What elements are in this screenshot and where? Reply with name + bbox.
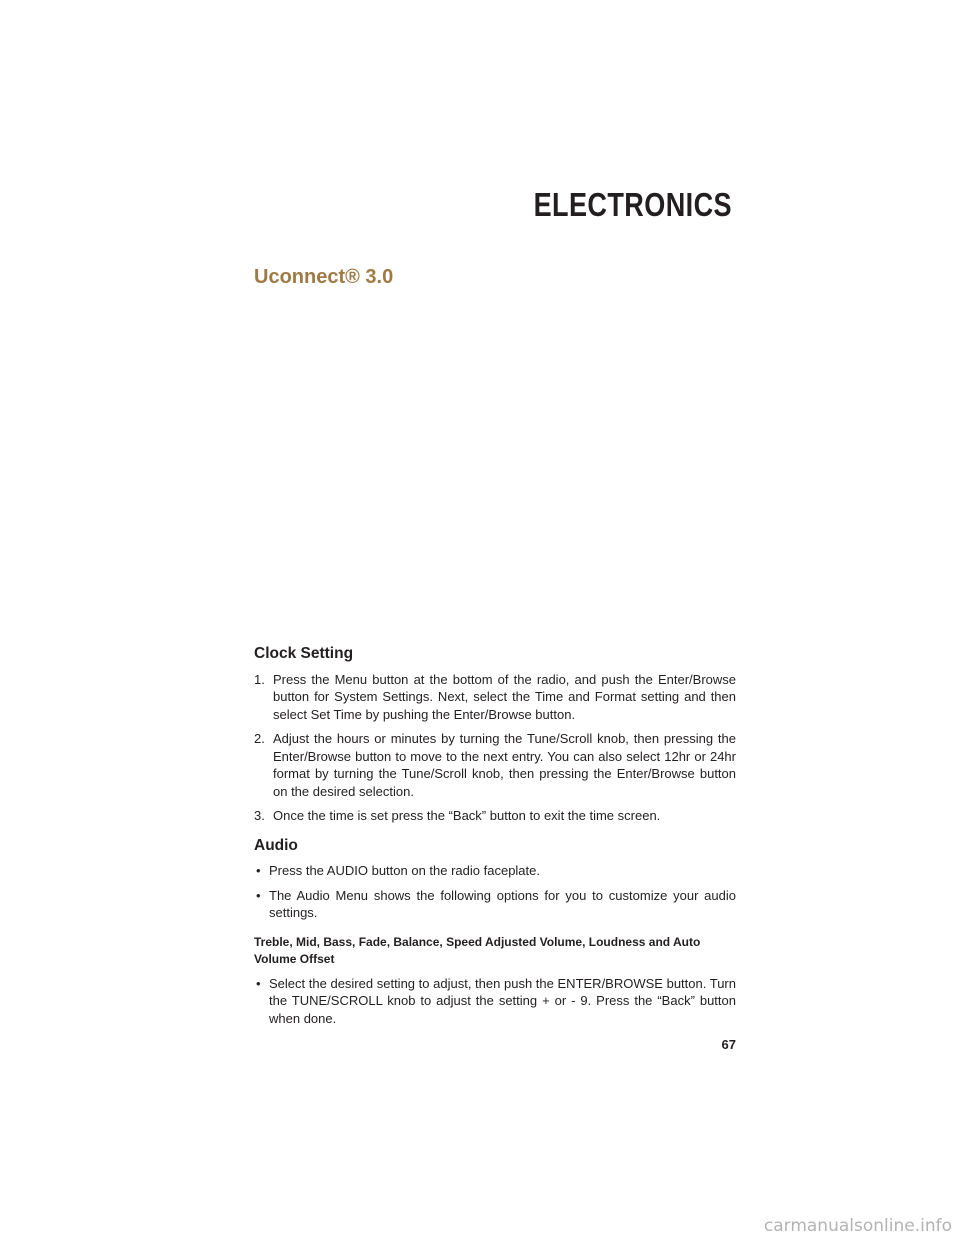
page-title: Uconnect® 3.0 [254,266,394,288]
list-item-text: Press the AUDIO button on the radio faceplate. [269,863,540,878]
list-item [254,975,736,1028]
list-item-text: Press the Menu button at the bottom of the radio, and push the Enter/Browse button for System Settings. Next, select the Time and Format setting and then select Set Time by pushing the Enter/Browse button. [273,671,736,722]
list-item-text: Select the desired setting to adjust, then push the ENTER/BROWSE button. Turn the TUNE/SCROLL knob to adjust the setting + or - 9. Press the “Back” button when done. [269,975,736,1026]
watermark-link[interactable]: carmanualsonline.info [763,1216,952,1236]
list-item [254,862,736,880]
list-item [254,887,736,922]
bullet-marker: • [256,863,261,878]
content [254,645,736,1034]
bullet-marker: • [256,975,261,991]
list-item-text: Adjust the hours or minutes by turning the Tune/Scroll knob, then pressing the Enter/Browse button to move to the next entry. You can also select 12hr or 24hr format by turning the Tune/Scroll knob, then pressing the Enter/Browse button on the desired selection. [273,731,736,799]
list-item [254,730,736,800]
list-item-text: Once the time is set press the “Back” button to exit the time screen. [273,808,661,823]
page-number: 67 [721,1037,736,1052]
list-marker: 3. [254,808,265,823]
audio-heading: Audio [254,836,298,854]
audio-options-subheading: Treble, Mid, Bass, Fade, Balance, Speed Adjusted Volume, Loudness and Auto Volume Offset [254,934,701,966]
list-marker: 2. [254,731,265,746]
bullet-marker: • [256,887,261,903]
list-item [254,807,736,825]
list-item [254,671,736,724]
clock-setting-heading: Clock Setting [254,645,354,662]
section-header: ELECTRONICS [533,186,732,223]
list-item-text: The Audio Menu shows the following options for you to customize your audio settings. [269,887,736,920]
list-marker: 1. [254,671,265,687]
